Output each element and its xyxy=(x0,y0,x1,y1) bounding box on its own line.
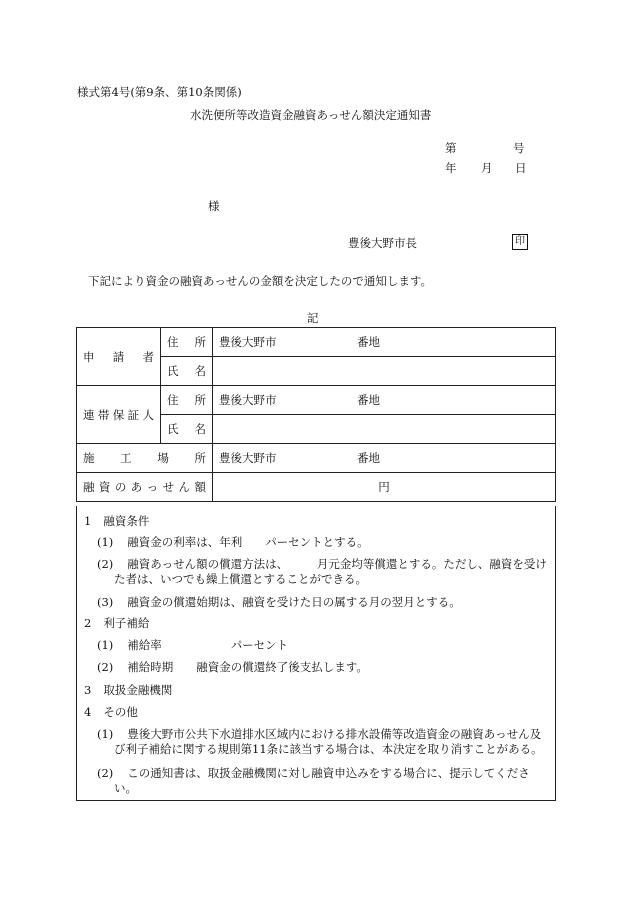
item-4-2-cont: い。 xyxy=(114,781,137,795)
table-row xyxy=(77,328,556,357)
table-row xyxy=(77,473,556,502)
date-day-label: 日 xyxy=(515,161,527,175)
guarantor-label-cell xyxy=(77,386,161,444)
item-text: 融資金の利率は、年利 パーセントとする。 xyxy=(127,535,369,549)
city-name: 豊後大野市 xyxy=(219,451,277,465)
form-number: 様式第4号(第9条、第10条関係) xyxy=(77,85,242,99)
section-title: 利子補給 xyxy=(103,616,150,630)
amount-label: 融 資 の あ っ せ ん 額 xyxy=(83,480,206,494)
issuer-name: 豊後大野市長 xyxy=(348,236,417,250)
item-number: (1) xyxy=(97,727,114,741)
recipient-honorific: 様 xyxy=(208,199,220,213)
name-label-cell xyxy=(161,415,213,444)
item-1-3 xyxy=(97,595,461,609)
section-title: 融資条件 xyxy=(103,514,150,528)
item-number: (3) xyxy=(97,595,114,609)
item-number: (1) xyxy=(97,535,114,549)
number-label-go: 号 xyxy=(513,141,525,155)
number-label-dai: 第 xyxy=(445,141,457,155)
item-2-2 xyxy=(97,660,368,674)
terms-box xyxy=(76,506,556,801)
amount-cell xyxy=(213,473,556,502)
section-title: その他 xyxy=(103,705,138,719)
item-2-1 xyxy=(97,638,288,652)
section-number: 2 xyxy=(84,616,92,630)
section-number: 3 xyxy=(84,683,92,697)
item-number: (1) xyxy=(97,638,114,652)
section-title: 取扱金融機関 xyxy=(103,683,173,697)
name-label-cell xyxy=(161,357,213,386)
applicant-address-cell xyxy=(213,328,556,357)
item-number: (2) xyxy=(97,766,114,780)
item-number: (2) xyxy=(97,557,114,571)
section-1 xyxy=(84,514,149,528)
date-year-label: 年 xyxy=(445,161,457,175)
intro-text: 下記により資金の融資あっせんの金額を決定したので通知します。 xyxy=(88,274,432,288)
amount-label-cell xyxy=(77,473,213,502)
table-row xyxy=(77,386,556,415)
address-label-cell xyxy=(161,328,213,357)
applicant-name-cell xyxy=(213,357,556,386)
city-name: 豊後大野市 xyxy=(219,393,277,407)
name-label: 氏 名 xyxy=(167,364,206,378)
applicant-label-cell xyxy=(77,328,161,386)
section-2 xyxy=(84,616,149,630)
item-4-1 xyxy=(97,727,541,741)
date-month-label: 月 xyxy=(481,161,493,175)
guarantor-name-cell xyxy=(213,415,556,444)
guarantor-label: 連 帯 保 証 人 xyxy=(83,407,154,422)
site-address-cell xyxy=(213,444,556,473)
name-label: 氏 名 xyxy=(167,422,206,436)
item-4-1-cont: び利子補給に関する規則第11条に該当する場合は、本決定を取り消すことがある。 xyxy=(114,742,543,756)
section-number: 1 xyxy=(84,514,92,528)
document-title: 水洗便所等改造資金融資あっせん額決定通知書 xyxy=(190,108,432,122)
applicant-label: 申 請 者 xyxy=(83,349,154,364)
item-1-1 xyxy=(97,535,369,549)
address-label-cell xyxy=(161,386,213,415)
item-text: 融資金の償還始期は、融資を受けた日の属する月の翌月とする。 xyxy=(127,595,461,609)
table-row xyxy=(77,444,556,473)
item-number: (2) xyxy=(97,660,114,674)
address-label: 住 所 xyxy=(167,335,206,349)
ki-heading: 記 xyxy=(307,311,319,325)
item-text: 融資あっせん額の償還方法は、 月元金均等償還とする。ただし、融資を受け xyxy=(127,557,547,571)
item-4-2 xyxy=(97,766,530,780)
item-1-2-cont: た者は、いつでも繰上償還とすることができる。 xyxy=(114,572,367,586)
section-3 xyxy=(84,683,172,697)
application-table xyxy=(76,327,556,502)
section-number: 4 xyxy=(84,705,92,719)
item-text: 豊後大野市公共下水道排水区域内における排水設備等改造資金の融資あっせん及 xyxy=(127,727,542,741)
item-text: 補給時期 融資金の償還終了後支払します。 xyxy=(127,660,368,674)
city-name: 豊後大野市 xyxy=(219,335,277,349)
seal-mark: 印 xyxy=(512,234,528,250)
banchi-label: 番地 xyxy=(357,335,380,349)
yen-label: 円 xyxy=(378,480,390,494)
item-1-2 xyxy=(97,557,547,571)
item-text: この通知書は、取扱金融機関に対し融資申込みをする場合に、提示してくださ xyxy=(127,766,530,780)
section-4 xyxy=(84,705,138,719)
site-label-cell xyxy=(77,444,213,473)
address-label: 住 所 xyxy=(167,393,206,407)
banchi-label: 番地 xyxy=(357,451,380,465)
site-label: 施 工 場 所 xyxy=(83,451,206,465)
banchi-label: 番地 xyxy=(357,393,380,407)
item-text: 補給率 パーセント xyxy=(127,638,289,652)
guarantor-address-cell xyxy=(213,386,556,415)
